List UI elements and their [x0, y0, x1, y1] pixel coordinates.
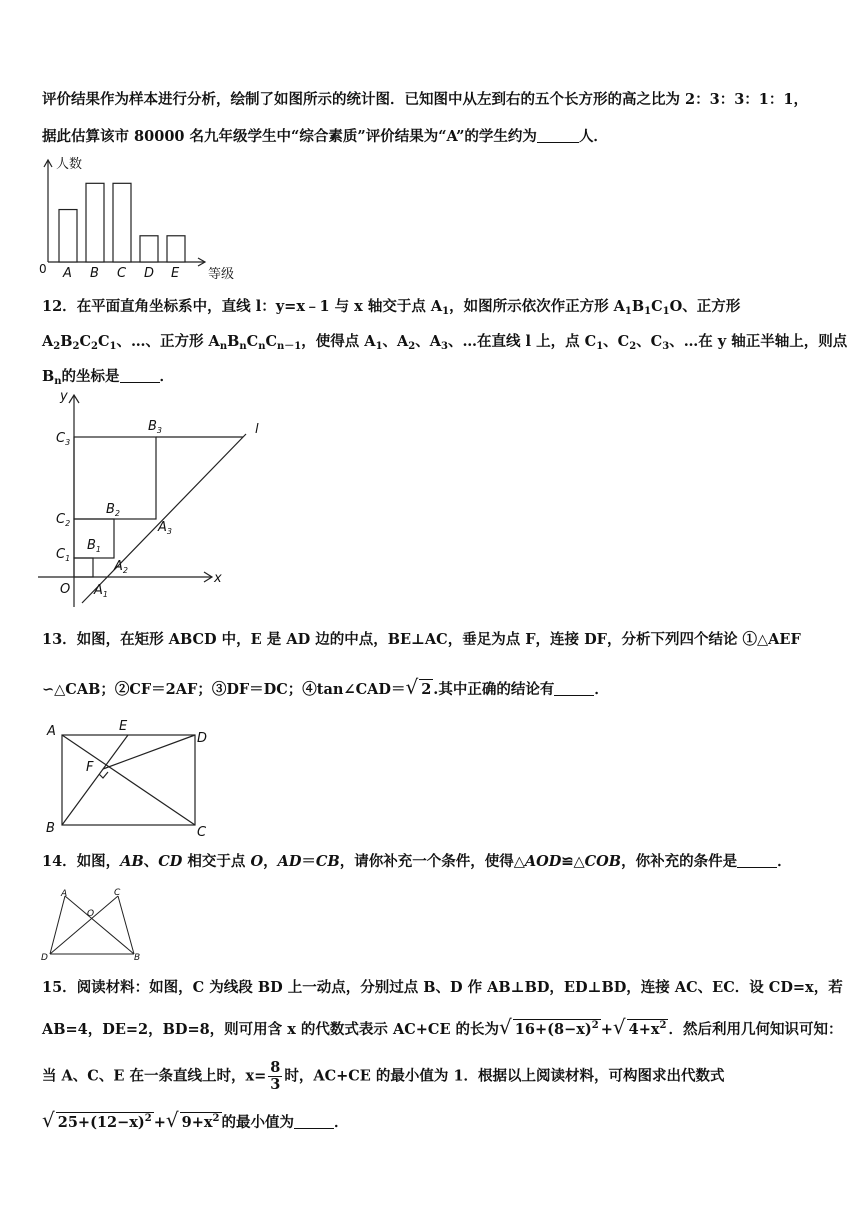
- q15-number: 15．: [42, 979, 77, 996]
- q11-answer-blank: [537, 127, 579, 143]
- q11-line2-end: 人．: [578, 128, 608, 145]
- q12-l-label: l: [255, 422, 259, 437]
- q13-figure: [40, 712, 220, 837]
- q13-label-d: D: [197, 731, 208, 746]
- bar-b: [86, 183, 104, 262]
- bar-e: [167, 236, 185, 262]
- q12-line2: $A_2B_2C_2C_1$、…、正方形 $A_nB_nC_nC_{n-1}$，使得点 $A_1$、$A_2$、$A_3$、…在直线 l 上，点 $C_1$、$C_2$、$C_3$、…在 y 轴正半轴上，则点: [42, 333, 848, 352]
- q15-expr1-b: $4+x^2$: [628, 1020, 667, 1038]
- q13-sqrt-2: 2: [421, 681, 432, 698]
- q12-line1-b: ，如图所示依次作正方形 A: [449, 298, 625, 315]
- bar-c: [113, 183, 131, 262]
- q14-segment-ad: [50, 896, 65, 954]
- q15-line2: AB=4，DE=2，BD=8，则可用含 x 的代数式表示 AC+CE 的长为√ $16+(8-x)^2$ +√ $4+x^2$ ．然后利用几何知识可知：: [42, 1015, 843, 1039]
- q12-line3-a: B: [42, 368, 55, 385]
- q15-expr1-a: $16+(8-x)^2$: [514, 1020, 599, 1038]
- q12-square-1: [74, 558, 93, 577]
- q15-line1: [42, 978, 843, 998]
- q14-t8: AD: [277, 853, 302, 870]
- q12-line1-c: O、正方形: [669, 298, 741, 315]
- q12-a2-label: $A_2$: [114, 559, 128, 575]
- q12-line2-d: 、…在 y 轴正半轴上，则点: [669, 333, 848, 350]
- q14-t10: CB: [315, 853, 340, 870]
- bar-chart-origin-label: 0: [39, 262, 47, 276]
- q13-line2-b: .其中正确的结论有: [433, 681, 555, 698]
- q14-t3: 、: [143, 853, 159, 870]
- q12-y-label: y: [60, 389, 68, 404]
- bar-chart-x-label: 等级: [208, 267, 235, 282]
- q14-number: 14．: [42, 853, 77, 870]
- q14-label-b: B: [134, 953, 141, 963]
- bar-tick-e: E: [171, 266, 180, 281]
- q12-x-label: x: [214, 571, 222, 586]
- q13-segment-df: [103, 735, 195, 769]
- q15-line4-b: 的最小值为: [221, 1114, 295, 1131]
- q15-line3: [42, 1060, 725, 1093]
- q13-label-b: B: [46, 821, 55, 836]
- q15-line4-end: ．: [334, 1114, 349, 1131]
- q14-answer-blank: [737, 852, 777, 868]
- q12-b1-label: $B_1$: [87, 538, 102, 554]
- bar-tick-a: A: [63, 266, 72, 281]
- q12-line2-b: ，使得点 A: [301, 333, 376, 350]
- q13-segment-be: [62, 735, 128, 825]
- q12-line3: $B_n$的坐标是 ．: [42, 368, 175, 387]
- q12-c2-label: $C_2$: [56, 512, 71, 528]
- q12-answer-blank: [120, 367, 160, 383]
- q13-label-e: E: [119, 719, 128, 734]
- q14-t5: 相交于点: [182, 853, 251, 870]
- q14-t4: CD: [158, 853, 183, 870]
- q13-number: 13．: [42, 631, 77, 648]
- q14-t7: ，: [263, 853, 278, 870]
- q14-t14: COB: [584, 853, 622, 870]
- q13-label-a: A: [47, 724, 56, 739]
- q14-t2: AB: [120, 853, 144, 870]
- q12-figure: [30, 385, 280, 610]
- q14-label-c: C: [114, 888, 121, 898]
- q12-c1-label: $C_1$: [56, 547, 71, 563]
- q15-answer-blank: [294, 1113, 334, 1129]
- bar-chart-y-label: 人数: [56, 157, 83, 172]
- q12-b2-label: $B_2$: [106, 502, 121, 518]
- bar-a: [59, 210, 77, 262]
- q15-line3-b: 时，AC+CE 的最小值为 1．根据以上阅读材料，可构图求出代数式: [284, 1067, 725, 1085]
- q14-t13: ≌△: [561, 853, 585, 870]
- q11-bar-chart: [30, 152, 260, 284]
- q14-t11: ，请你补充一个条件，使得△: [339, 853, 525, 870]
- q15-line3-a: 当 A、C、E 在一条直线上时，x=: [42, 1067, 267, 1085]
- q14-segment-cd: [50, 896, 118, 954]
- q12-number: 12．: [42, 298, 77, 315]
- q15-line4: √ $25+(12-x)^2$ +√ $9+x^2$ 的最小值为 ．: [42, 1108, 349, 1132]
- bar-tick-d: D: [144, 266, 155, 281]
- q12-line1: 12．在平面直角坐标系中，直线 l：y=x﹣1 与 x 轴交于点 $A_1$，如图所示依次作正方形 $A_1B_1C_1O$、正方形: [42, 298, 741, 317]
- q14-segment-ab: [65, 896, 134, 954]
- q14-segment-cb: [118, 896, 134, 954]
- q14-t9: ＝: [301, 853, 316, 870]
- q11-line1: 评价结果作为样本进行分析，绘制了如图所示的统计图．已知图中从左到右的五个长方形的高之比为 2：3：3：1：1，: [42, 91, 808, 108]
- q12-line1-a: 在平面直角坐标系中，直线 l：y=x﹣1 与 x 轴交于点 A: [76, 298, 443, 315]
- q14-t6: O: [250, 853, 264, 870]
- q12-square-3: [74, 437, 156, 519]
- q12-b3-label: $B_3$: [148, 419, 163, 435]
- bar-tick-b: B: [90, 266, 99, 281]
- q14-label-a: A: [61, 889, 68, 899]
- q14-t15: ，你补充的条件是: [621, 853, 738, 870]
- q14-label-o: O: [87, 909, 95, 919]
- q14-line1: [42, 852, 792, 872]
- q15-line2-b: ．然后利用几何知识可知：: [668, 1021, 843, 1038]
- q13-line2-a: ∽△CAB；②CF＝2AF；③DF＝DC；④tan∠CAD＝: [42, 681, 406, 698]
- bar-d: [140, 236, 158, 262]
- q15-fraction: $\frac{8}{3}$: [270, 1059, 281, 1093]
- q13-line1: [42, 630, 801, 650]
- q12-c3-label: $C_3$: [56, 431, 71, 447]
- q12-origin-label: O: [60, 582, 71, 597]
- q14-t1: 如图，: [76, 853, 121, 870]
- q12-line2-c: 、…在直线 l 上，点 C: [448, 333, 597, 350]
- q14-label-d: D: [41, 953, 48, 963]
- q14-t16: ．: [777, 853, 792, 870]
- q15-line2-a: AB=4，DE=2，BD=8，则可用含 x 的代数式表示 AC+CE 的长为: [42, 1021, 500, 1038]
- q13-line2-end: ．: [594, 681, 609, 698]
- q15-line1-text: 阅读材料：如图，C 为线段 BD 上一动点，分别过点 B、D 作 AB⊥BD，ED⊥BD，连接 AC、EC．设 CD=x，若: [76, 979, 843, 996]
- q13-line1-text: 如图，在矩形 ABCD 中，E 是 AD 边的中点，BE⊥AC，垂足为点 F，连接 DF，分析下列四个结论 ①△AEF: [76, 631, 801, 648]
- q11-line2: [42, 127, 608, 147]
- q13-line2: ∽△CAB；②CF＝2AF；③DF＝DC；④tan∠CAD＝√ 2 .其中正确的结论有 ．: [42, 675, 609, 699]
- q13-label-f: F: [86, 760, 94, 775]
- q15-expr2-a: $25+(12-x)^2$: [57, 1113, 152, 1131]
- bar-tick-c: C: [117, 266, 127, 281]
- q12-a3-label: $A_3$: [158, 520, 172, 536]
- q12-line2-a: 、…、正方形 A: [116, 333, 220, 350]
- q14-figure: [38, 884, 148, 964]
- q13-answer-blank: [554, 680, 594, 696]
- q13-label-c: C: [197, 825, 207, 837]
- q15-expr2-b: $9+x^2$: [181, 1113, 220, 1131]
- q12-line3-end: ．: [159, 368, 175, 385]
- q12-line3-b: 的坐标是: [61, 368, 120, 385]
- q13-diagonal-ac: [62, 735, 195, 825]
- q14-t12: AOD: [524, 853, 562, 870]
- q11-line2-text: 据此估算该市 80000 名九年级学生中“综合素质”评价结果为“A”的学生约为: [42, 128, 537, 145]
- q12-a1-label: $A_1$: [94, 583, 108, 599]
